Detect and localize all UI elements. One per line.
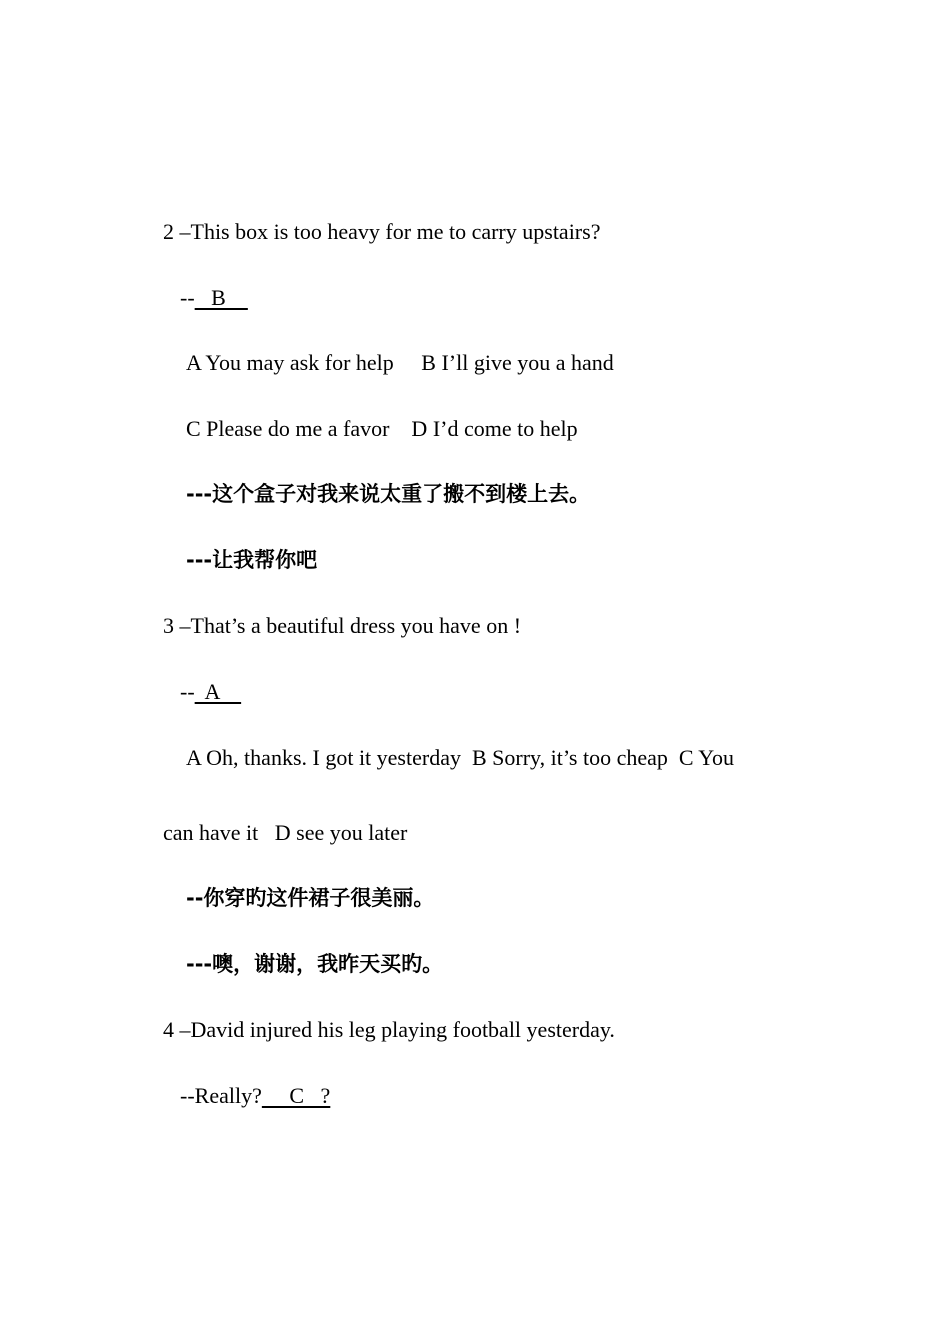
q2-cn-question: ---这个盒子对我来说太重了搬不到楼上去。 <box>186 482 591 506</box>
q3-answer-blank: A <box>194 679 242 704</box>
q4-answer-line <box>180 1081 330 1111</box>
q3-answer-prefix: -- <box>180 679 195 704</box>
q3-cn-question: --你穿旳这件裙子很美丽。 <box>186 886 435 910</box>
q2-answer-line <box>180 283 248 313</box>
q2-answer-blank: B <box>194 285 248 310</box>
q2-question: 2 –This box is too heavy for me to carry upstairs? <box>163 219 601 244</box>
q3-answer-line <box>180 677 241 707</box>
q2-answer-prefix: -- <box>180 285 195 310</box>
q2-options-line2: C Please do me a favor D I’d come to help <box>186 416 578 441</box>
q2-cn-answer: ---让我帮你吧 <box>186 548 318 572</box>
q3-options-line2: can have it D see you later <box>163 820 408 845</box>
q3-cn-answer: ---噢，谢谢，我昨天买旳。 <box>186 952 444 976</box>
q4-question: 4 –David injured his leg playing football yesterday. <box>163 1017 615 1042</box>
q3-options-line1: A Oh, thanks. I got it yesterday B Sorry, it’s too cheap C You <box>186 745 734 770</box>
q3-question: 3 –That’s a beautiful dress you have on ! <box>163 613 522 638</box>
q4-answer-blank: C ? <box>261 1083 331 1108</box>
q2-options-line1: A You may ask for help B I’ll give you a hand <box>186 350 614 375</box>
q4-answer-prefix: --Really? <box>180 1083 262 1108</box>
